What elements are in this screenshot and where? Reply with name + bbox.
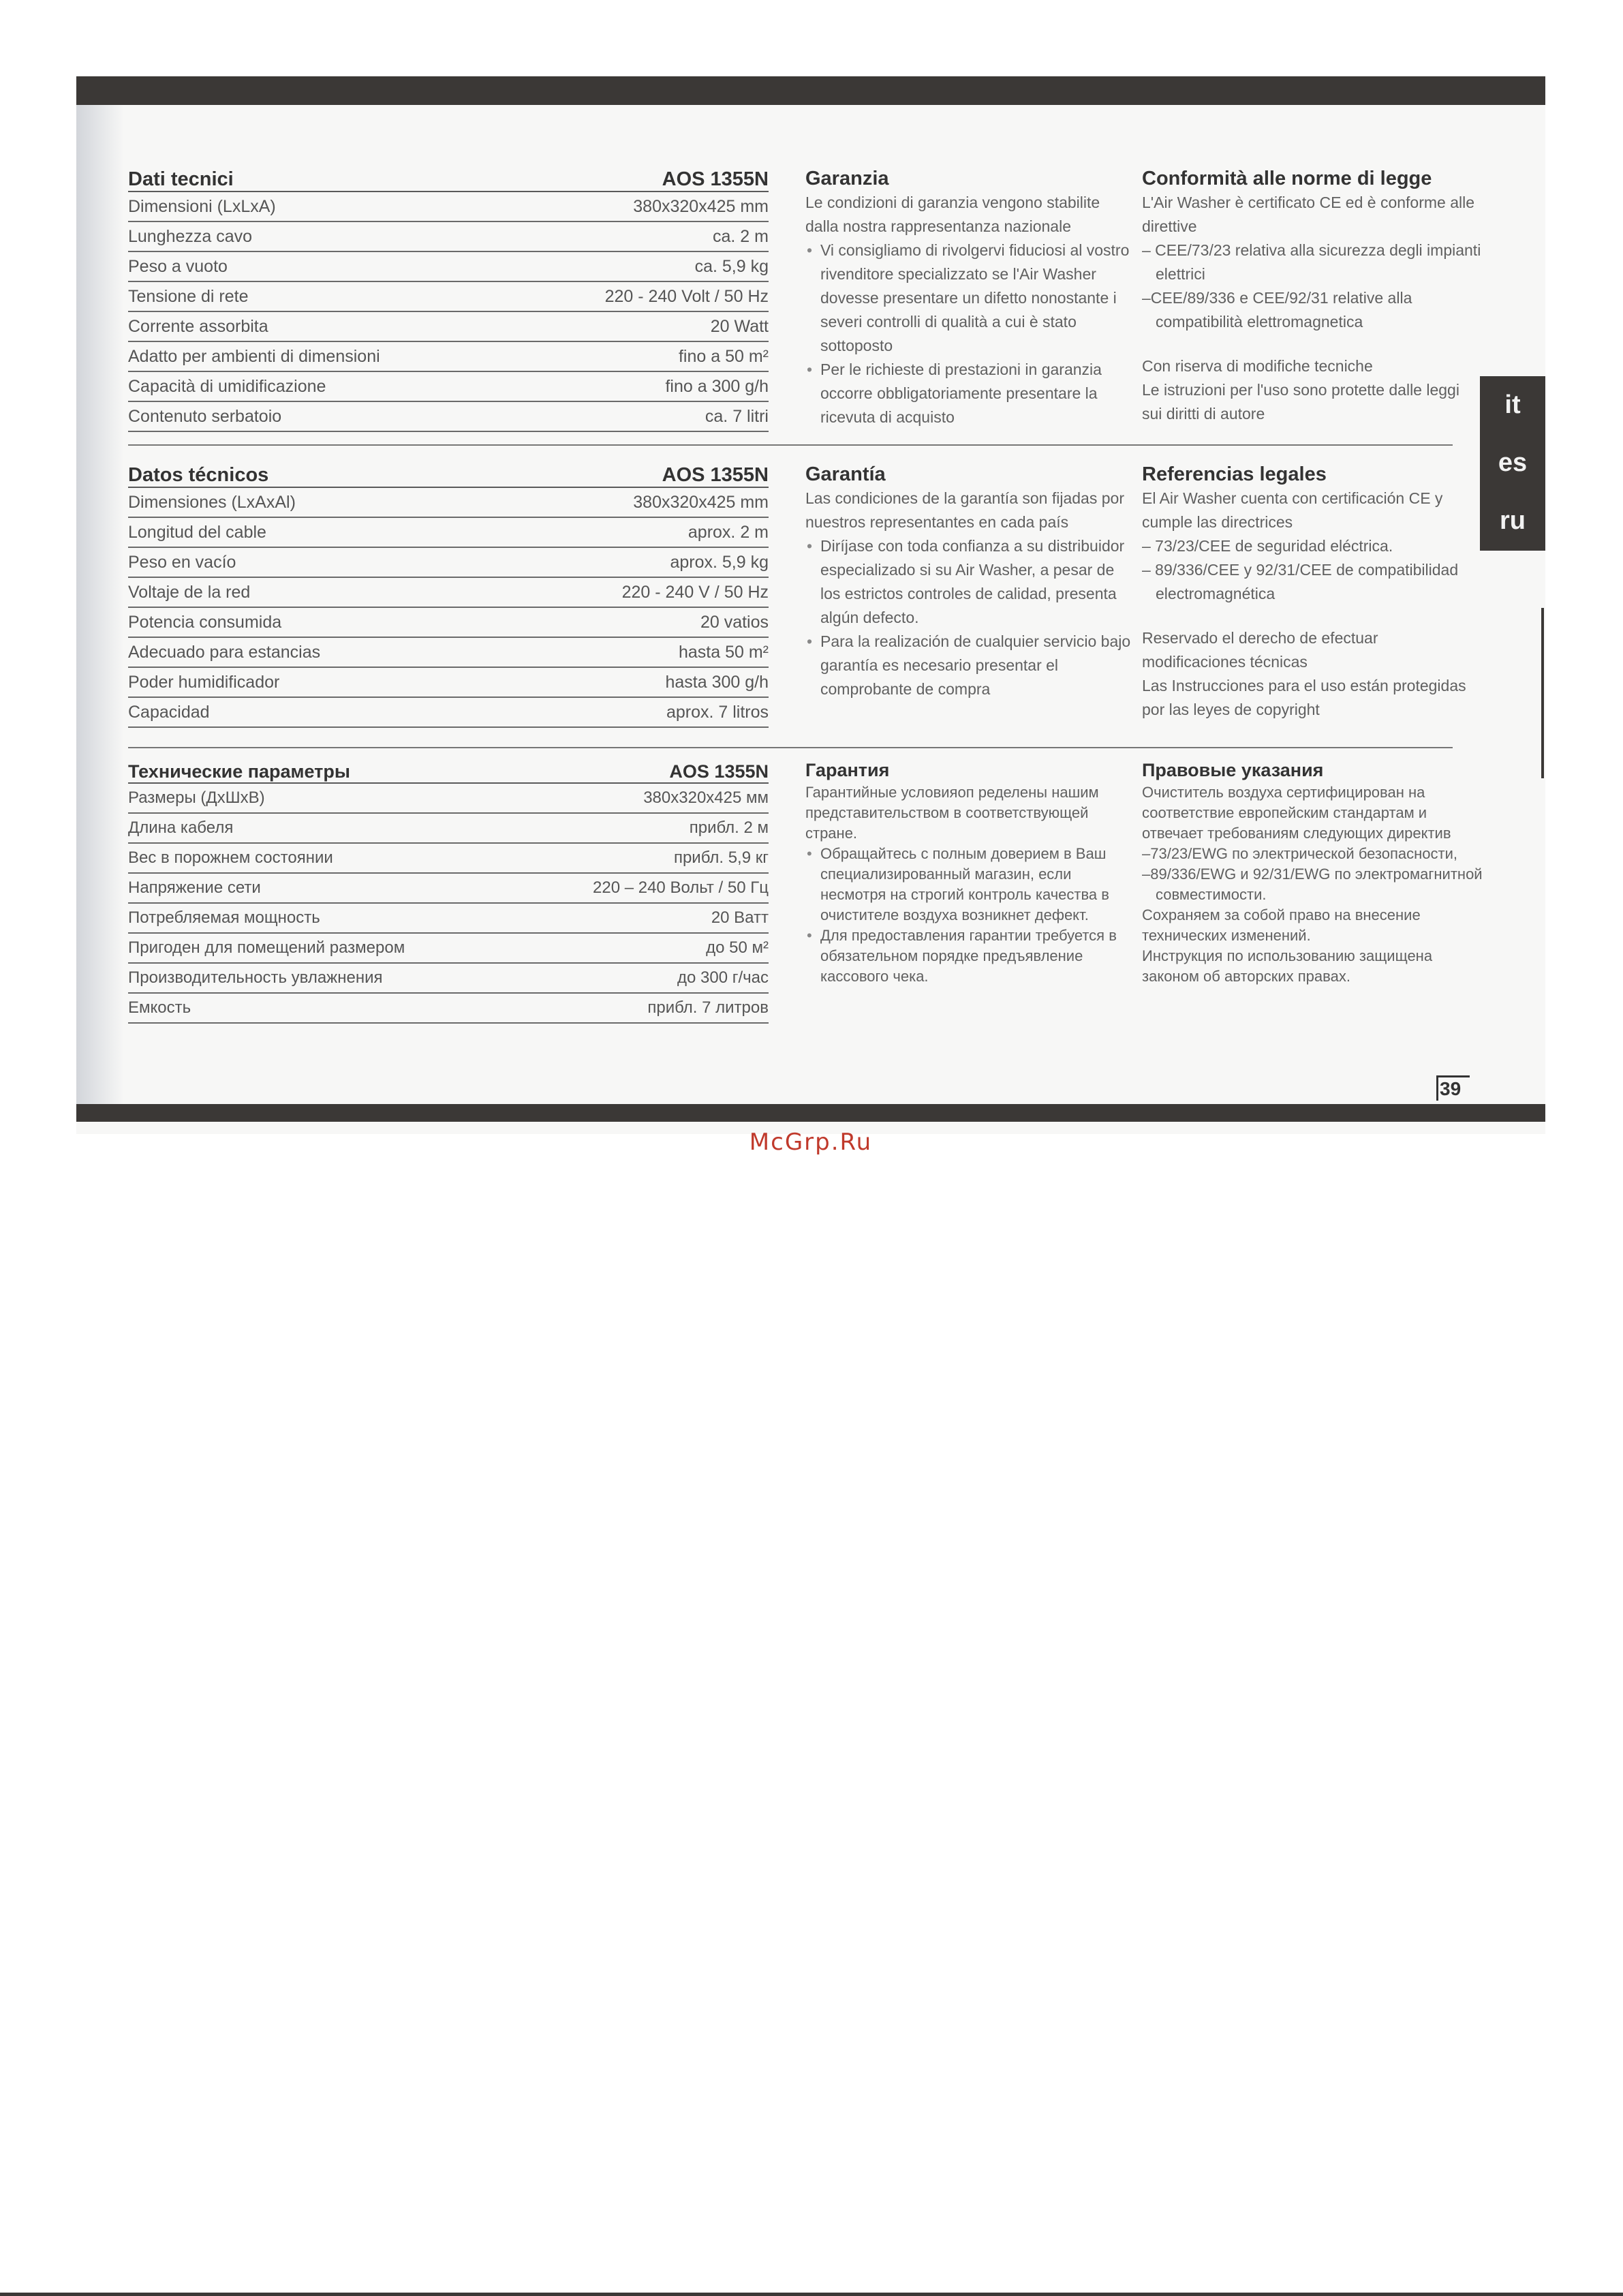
row-value: hasta 300 g/h — [665, 672, 769, 692]
legal-intro: El Air Washer cuenta con certificación CE y cumple las directrices — [1142, 489, 1443, 531]
table-row — [128, 312, 769, 342]
list-item: • Vi consigliamo di rivolgervi fiduciosi al vostro rivenditore specializzato se l'Air Washer dovesse presentare un difetto nonostante i severi controlli di qualità a cui è stato sottoposto — [807, 241, 1130, 354]
row-value: ca. 7 litri — [705, 406, 769, 426]
warranty-title: Гарантия — [805, 760, 890, 780]
table-row — [128, 814, 769, 844]
table-row — [128, 282, 769, 312]
table-row — [128, 964, 769, 994]
legal-title: Conformità alle norme di legge — [1142, 168, 1432, 189]
legal-intro: L'Air Washer è certificato CE ed è conforme alle direttive — [1142, 194, 1475, 235]
row-label: Poder humidificador — [128, 672, 280, 692]
legal-ru — [1142, 758, 1483, 987]
tech-header — [128, 758, 769, 784]
table-row — [128, 698, 769, 728]
table-row — [128, 578, 769, 608]
scanned-page — [76, 76, 1545, 1134]
row-value: aprox. 5,9 kg — [670, 552, 769, 572]
section-divider — [128, 444, 1453, 446]
bullet-text: Diríjase con toda confianza a su distribuidor especializado si su Air Washer, a pesar de los estrictos controles de calidad, presenta algún defecto. — [820, 537, 1125, 626]
row-value: 20 Ватт — [711, 908, 769, 927]
row-label: Размеры (ДхШхВ) — [128, 789, 265, 807]
tech-table-ru — [128, 758, 769, 1024]
page-bottom-edge — [0, 2293, 1623, 2296]
warranty-it — [805, 166, 1132, 429]
row-label: Потребляемая мощность — [128, 908, 320, 927]
legal-item: – CEE/73/23 relativa alla sicurezza degli impianti elettrici — [1142, 241, 1481, 283]
list-item: • Per le richieste di prestazioni in garanzia occorre obbligatoriamente presentare la ricevuta di acquisto — [807, 361, 1102, 426]
legal-item: – 89/336/CEE y 92/31/CEE de compatibilidad electromagnética — [1142, 561, 1459, 602]
table-row — [128, 844, 769, 874]
warranty-intro: Гарантийные условияоп ределены нашим представительством в соответствующей стране. — [805, 784, 1099, 842]
legal-it — [1142, 166, 1483, 426]
row-value: 380x320x425 мм — [643, 789, 769, 807]
warranty-intro: Le condizioni di garanzia vengono stabilite dalla nostra rappresentanza nazionale — [805, 194, 1100, 235]
page-number: 39 — [1436, 1075, 1470, 1101]
tech-header — [128, 462, 769, 488]
row-label: Potencia consumida — [128, 612, 282, 632]
legal-intro: Очиститель воздуха сертифицирован на соответствие европейским стандартам и отвечает требованиям следующих директив — [1142, 784, 1451, 842]
legal-item: – 73/23/CEE de seguridad eléctrica. — [1142, 537, 1393, 555]
row-label: Длина кабеля — [128, 818, 234, 837]
bullet-text: Vi consigliamo di rivolgervi fiduciosi al vostro rivenditore specializzato se l'Air Washer dovesse presentare un difetto nonostante i severi controlli di qualità a cui è stato sottoposto — [820, 241, 1130, 354]
row-label: Capacidad — [128, 702, 210, 722]
list-item: • Обращайтесь с полным доверием в Ваш специализированный магазин, если несмотря на строгий контроль качества в очистителе воздуха возникнет дефект. — [807, 845, 1109, 923]
lang-tab-it: it — [1504, 391, 1521, 419]
tech-model: AOS 1355N — [662, 464, 769, 486]
tech-header — [128, 166, 769, 192]
tech-title: Dati tecnici — [128, 168, 234, 190]
row-value: aprox. 7 litros — [666, 702, 769, 722]
bullet-text: Обращайтесь с полным доверием в Ваш специализированный магазин, если несмотря на строгий контроль качества в очистителе воздуха возникнет дефект. — [820, 845, 1109, 923]
table-row — [128, 668, 769, 698]
row-label: Dimensioni (LxLxA) — [128, 196, 276, 216]
row-value: ca. 2 m — [713, 226, 769, 246]
row-label: Adecuado para estancias — [128, 642, 321, 662]
legal-item: –73/23/EWG по электрической безопасности, — [1142, 845, 1458, 862]
table-row — [128, 342, 769, 372]
table-row — [128, 934, 769, 964]
row-value: 220 – 240 Вольт / 50 Гц — [593, 878, 769, 897]
table-row — [128, 784, 769, 814]
lang-tab-ru: ru — [1500, 506, 1526, 535]
row-label: Corrente assorbita — [128, 316, 268, 336]
table-row — [128, 488, 769, 518]
table-row — [128, 904, 769, 934]
row-value: прибл. 2 м — [689, 818, 769, 837]
list-item: • Для предоставления гарантии требуется в обязательном порядке предъявление кассового чека. — [807, 927, 1117, 985]
table-row — [128, 548, 769, 578]
table-row — [128, 638, 769, 668]
top-bar — [76, 76, 1545, 105]
tech-table-es — [128, 462, 769, 728]
row-label: Peso a vuoto — [128, 256, 228, 276]
warranty-es — [805, 462, 1132, 701]
warranty-ru — [805, 758, 1132, 987]
legal-footer: Сохраняем за собой право на внесение технических изменений. Инструкция по использованию защищена законом об авторских правах. — [1142, 906, 1433, 985]
tech-title: Datos técnicos — [128, 464, 269, 486]
row-label: Напряжение сети — [128, 878, 261, 897]
row-label: Производительность увлажнения — [128, 968, 383, 987]
row-value: 380x320x425 mm — [633, 196, 769, 216]
row-value: ca. 5,9 kg — [694, 256, 769, 276]
row-value: 380x320x425 mm — [633, 492, 769, 512]
row-value: прибл. 5,9 кг — [673, 848, 769, 867]
row-value: 220 - 240 V / 50 Hz — [621, 582, 769, 602]
legal-es — [1142, 462, 1483, 722]
bullet-text: Para la realización de cualquier servicio bajo garantía es necesario presentar el comprobante de compra — [820, 632, 1131, 698]
row-value: 20 vatios — [700, 612, 769, 632]
tech-model: AOS 1355N — [662, 168, 769, 190]
row-label: Longitud del cable — [128, 522, 266, 542]
warranty-intro: Las condiciones de la garantía son fijadas por nuestros representantes en cada país — [805, 489, 1124, 531]
legal-title: Referencias legales — [1142, 463, 1327, 485]
warranty-title: Garanzia — [805, 168, 889, 189]
row-label: Вес в порожнем состоянии — [128, 848, 333, 867]
row-value: прибл. 7 литров — [647, 998, 769, 1017]
tech-title: Технические параметры — [128, 761, 350, 782]
row-value: 20 Watt — [710, 316, 769, 336]
bullet-text: Для предоставления гарантии требуется в обязательном порядке предъявление кассового чека. — [820, 927, 1117, 985]
lang-tab-es: es — [1498, 448, 1528, 477]
warranty-title: Garantía — [805, 463, 886, 485]
table-row — [128, 372, 769, 402]
bottom-bar — [76, 1104, 1545, 1122]
table-row — [128, 874, 769, 904]
list-item: • Diríjase con toda confianza a su distribuidor especializado si su Air Washer, a pesar de los estrictos controles de calidad, presenta algún defecto. — [807, 537, 1125, 626]
table-row — [128, 222, 769, 252]
row-label: Peso en vacío — [128, 552, 236, 572]
section-divider — [128, 747, 1453, 748]
row-value: fino a 300 g/h — [665, 376, 769, 396]
row-label: Contenuto serbatoio — [128, 406, 282, 426]
table-row — [128, 994, 769, 1024]
list-item: • Para la realización de cualquier servicio bajo garantía es necesario presentar el comprobante de compra — [807, 632, 1131, 698]
row-label: Adatto per ambienti di dimensioni — [128, 346, 380, 366]
legal-item: –CEE/89/336 e CEE/92/31 relative alla compatibilità elettromagnetica — [1142, 289, 1412, 331]
row-label: Dimensiones (LxAxAl) — [128, 492, 296, 512]
tech-table-it — [128, 166, 769, 432]
row-label: Lunghezza cavo — [128, 226, 253, 246]
table-row — [128, 192, 769, 222]
edge-line — [1541, 608, 1544, 778]
row-label: Capacità di umidificazione — [128, 376, 326, 396]
row-value: до 300 г/час — [677, 968, 769, 987]
row-label: Voltaje de la red — [128, 582, 251, 602]
bullet-text: Per le richieste di prestazioni in garanzia occorre obbligatoriamente presentare la ricevuta di acquisto — [820, 361, 1102, 426]
tech-model: AOS 1355N — [669, 761, 769, 782]
row-value: aprox. 2 m — [687, 522, 769, 542]
binding-shadow — [76, 105, 124, 1104]
table-row — [128, 402, 769, 432]
table-row — [128, 518, 769, 548]
row-label: Емкость — [128, 998, 191, 1017]
row-value: 220 - 240 Volt / 50 Hz — [604, 286, 769, 306]
legal-item: –89/336/EWG и 92/31/EWG по электромагнитной совместимости. — [1142, 866, 1483, 903]
legal-footer: Reservado el derecho de efectuar modificaciones técnicas Las Instrucciones para el uso están protegidas por las leyes de copyright — [1142, 629, 1466, 718]
table-row — [128, 252, 769, 282]
row-value: fino a 50 m² — [678, 346, 769, 366]
legal-title: Правовые указания — [1142, 760, 1324, 780]
legal-footer: Con riserva di modifiche tecniche Le istruzioni per l'uso sono protette dalle leggi sui diritti di autore — [1142, 357, 1459, 423]
row-label: Пригоден для помещений размером — [128, 938, 405, 957]
table-row — [128, 608, 769, 638]
row-value: до 50 м² — [706, 938, 769, 957]
language-tabs — [1480, 376, 1545, 551]
row-label: Tensione di rete — [128, 286, 249, 306]
row-value: hasta 50 m² — [678, 642, 769, 662]
watermark: McGrp.Ru — [749, 1129, 873, 1156]
